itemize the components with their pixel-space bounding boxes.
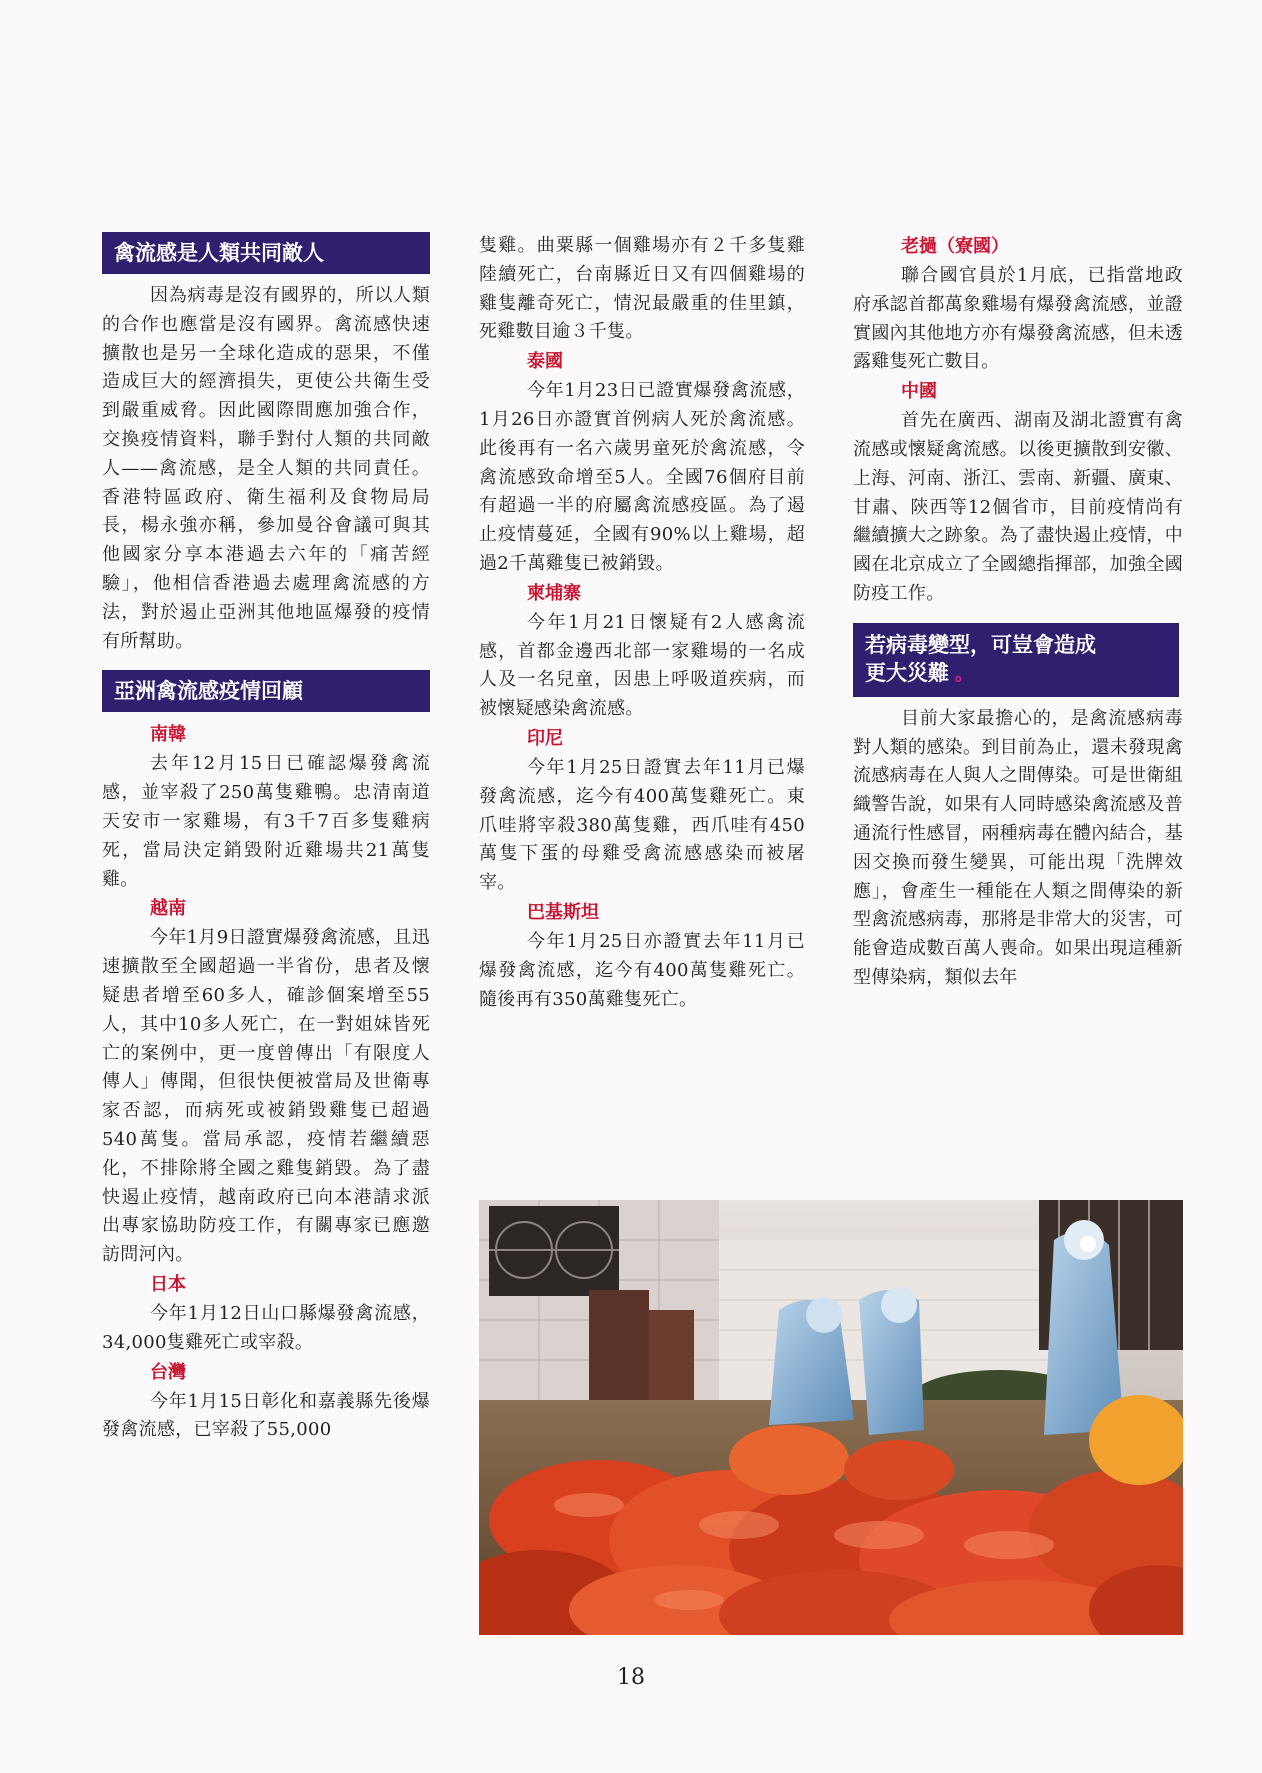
section-heading-asia-review: 亞洲禽流感疫情回顧 (102, 670, 430, 712)
paragraph-thailand: 今年1月23日已證實爆發禽流感，1月26日亦證實首例病人死於禽流感。此後再有一名六歲男童死於禽流感，令禽流感致命增至5人。全國76個府目前有超過一半的府屬禽流感疫區。為了遏止疫情蔓延，全國有90%以上雞場，超過2千萬雞隻已被銷毀。 (479, 380, 805, 574)
paragraph-virus-mutation: 目前大家最擔心的，是禽流感病毒對人類的感染。到目前為止，還未發現禽流感病毒在人與人之間傳染。可是世衛組織警告說，如果有人同時感染禽流感及普通流行性感冒，兩種病毒在體內結合，基因交換而發生變異，可能出現「洗牌效應」，會產生一種能在人類之間傳染的新型禽流感病毒，那將是非常大的災害，可能會造成數百萬人喪命。如果出現這種新型傳染病，類似去年 (853, 707, 1183, 988)
paragraph-pakistan: 今年1月25日亦證實去年11月已爆發禽流感，迄今有400萬隻雞死亡。隨後再有350萬雞隻死亡。 (479, 930, 805, 1010)
subheading-pakistan: 巴基斯坦 (527, 901, 599, 923)
heading-accent-mark: 。 (955, 663, 973, 685)
paragraph-south-korea: 去年12月15日已確認爆發禽流感，並宰殺了250萬隻雞鴨。忠清南道天安市一家雞場，有3千7百多隻雞病死，當局決定銷毀附近雞場共21萬隻雞。 (102, 753, 430, 890)
subheading-vietnam: 越南 (150, 898, 186, 920)
photo-illustration (479, 1200, 1183, 1635)
paragraph-cambodia: 今年1月21日懷疑有2人感禽流感，首都金邊西北部一家雞場的一名成人及一名兒童，因患上呼吸道疾病，而被懷疑感染禽流感。 (479, 611, 805, 720)
subheading-china: 中國 (901, 381, 937, 403)
paragraph-taiwan-continued: 隻雞。曲粟縣一個雞場亦有２千多隻雞陸續死亡，台南縣近日又有四個雞場的雞隻離奇死亡，情況最嚴重的佳里鎮，死雞數目逾３千隻。 (479, 235, 805, 343)
paragraph-japan: 今年1月12日山口縣爆發禽流感，34,000隻雞死亡或宰殺。 (102, 1302, 430, 1353)
subheading-japan: 日本 (150, 1273, 186, 1295)
section-heading-common-enemy: 禽流感是人類共同敵人 (102, 232, 430, 274)
page-number: 18 (617, 1665, 645, 1690)
subheading-cambodia: 柬埔寨 (527, 582, 581, 604)
subheading-south-korea: 南韓 (150, 724, 186, 746)
paragraph-indonesia: 今年1月25日證實去年11月已爆發禽流感，迄今有400萬隻雞死亡。東爪哇將宰殺380萬隻雞，西爪哇有450萬隻下蛋的母雞受禽流感感染而被屠宰。 (479, 756, 805, 894)
subheading-laos: 老撾（寮國） (901, 236, 1009, 257)
column-middle (479, 232, 805, 1014)
subheading-thailand: 泰國 (527, 351, 563, 373)
paragraph-china: 首先在廣西、湖南及湖北證實有禽流感或懷疑禽流感。以後更擴散到安徽、上海、河南、浙江、雲南、新疆、廣東、甘肅、陝西等12個省市，目前疫情尚有繼續擴大之跡象。為了盡快遏止疫情，中國在北京成立了全國總指揮部，加強全國防疫工作。 (853, 410, 1183, 604)
section-heading-virus-mutation: 若病毒變型，可豈會造成 更大災難 。 (853, 623, 1179, 697)
subheading-indonesia: 印尼 (527, 727, 563, 749)
paragraph-taiwan: 今年1月15日彰化和嘉義縣先後爆發禽流感，已宰殺了55,000 (102, 1390, 430, 1441)
photo-poultry-culling (479, 1200, 1183, 1635)
paragraph-laos: 聯合國官員於1月底，已指當地政府承認首都萬象雞場有爆發禽流感，並證實國內其他地方亦有爆發禽流感，但未透露雞隻死亡數目。 (853, 265, 1183, 373)
paragraph-common-enemy: 因為病毒是沒有國界的，所以人類的合作也應當是沒有國界。禽流感快速擴散也是另一全球化造成的惡果，不僅造成巨大的經濟損失，更使公共衛生受到嚴重威脅。因此國際間應加強合作，交換疫情資料，聯手對付人類的共同敵人——禽流感，是全人類的共同責任。香港特區政府、衛生福利及食物局局長，楊永強亦稱，參加曼谷會議可與其他國家分享本港過去六年的「痛苦經驗」，他相信香港過去處理禽流感的方法，對於遏止亞洲其他地區爆發的疫情有所幫助。 (102, 285, 430, 652)
paragraph-vietnam: 今年1月9日證實爆發禽流感，且迅速擴散至全國超過一半省份，患者及懷疑患者增至60多人，確診個案增至55人，其中10多人死亡，在一對姐妹皆死亡的案例中，更一度曾傳出「有限度人傳人」傳聞，但很快便被當局及世衛專家否認，而病死或被銷毀雞隻已超過540萬隻。當局承認，疫情若繼續惡化，不排除將全國之雞隻銷毀。為了盡快遏止疫情，越南政府已向本港請求派出專家協助防疫工作，有關專家已應邀訪問河內。 (102, 927, 430, 1266)
subheading-taiwan: 台灣 (150, 1361, 186, 1383)
column-right (853, 232, 1183, 993)
column-left (102, 232, 430, 1445)
